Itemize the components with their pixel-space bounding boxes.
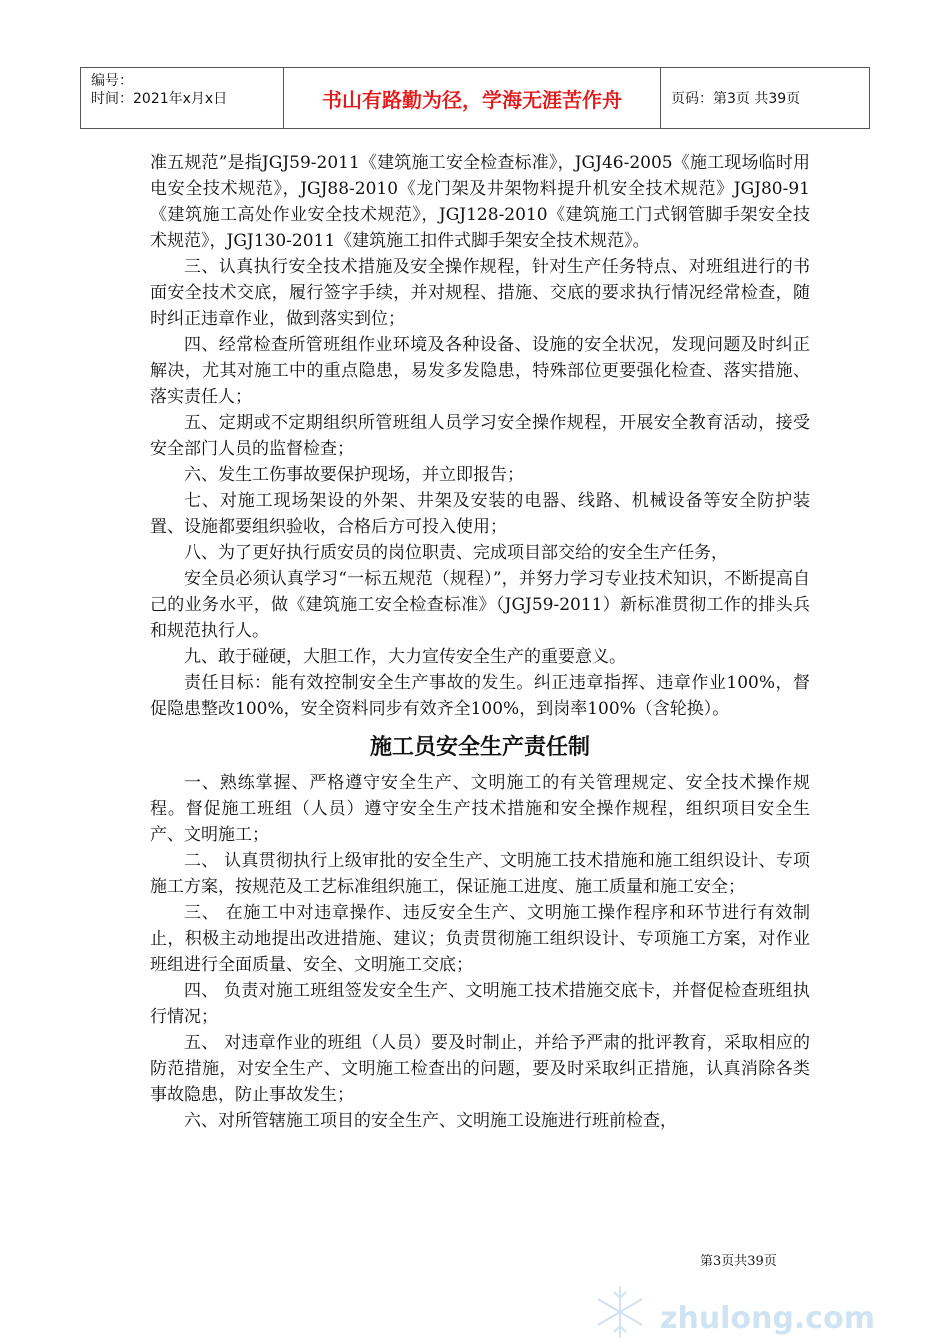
paragraph: 三、 在施工中对违章操作、违反安全生产、文明施工操作程序和环节进行有效制止，积极主动地提出改进措施、建议；负责贯彻施工组织设计、专项施工方案，对作业班组进行全面质量、安全、文明施工交底； [150,903,810,975]
section-title: 施工员安全生产责任制 [369,735,590,760]
number-label: 编号： [91,73,133,89]
paragraph: 一、熟练掌握、严格遵守安全生产、文明施工的有关管理规定、安全技术操作规程。督促施工班组（人员）遵守安全生产技术措施和安全操作规程，组织项目安全生产、文明施工； [150,773,810,845]
header-page-info: 页码：第3页 共39页 [671,91,801,107]
paragraph: 五、 对违章作业的班组（人员）要及时制止，并给予严肃的批评教育，采取相应的防范措施，对安全生产、文明施工检查出的问题，要及时采取纠正措施，认真消除各类事故隐患，防止事故发生； [150,1033,810,1105]
header-motto: 书山有路勤为径，学海无涯苦作舟 [284,68,661,128]
page-header [80,67,870,129]
watermark-logo [580,1280,875,1344]
document-body [150,150,810,1134]
paragraph: 六、发生工伤事故要保护现场，并立即报告； [184,465,524,485]
snowflake-icon [598,1286,642,1338]
paragraph: 五、定期或不定期组织所管班组人员学习安全操作规程，开展安全教育活动，接受安全部门人员的监督检查； [150,413,810,459]
header-meta [81,68,284,128]
paragraph: 八、为了更好执行质安员的岗位职责、完成项目部交给的安全生产任务， [184,543,728,563]
page-footer: 第3页共39页 [700,1254,777,1269]
paragraph: 四、 负责对施工班组签发安全生产、文明施工技术措施交底卡，并督促检查班组执行情况； [150,981,810,1027]
paragraph: 七、对施工现场架设的外架、井架及安装的电器、线路、机械设备等安全防护装置、设施都要组织验收，合格后方可投入使用； [150,491,810,537]
time-label: 时间：2021年x月x日 [91,91,228,107]
paragraph: 责任目标：能有效控制安全生产事故的发生。纠正违章指挥、违章作业100%，督促隐患整改100%，安全资料同步有效齐全100%，到岗率100%（含轮换）。 [150,673,810,719]
paragraph: 准五规范”是指JGJ59-2011《建筑施工安全检查标准》，JGJ46-2005《施工现场临时用电安全技术规范》，JGJ88-2010《龙门架及井架物料提升机安全技术规范》JGJ80-91《建筑施工高处作业安全技术规范》，JGJ128-2010《建筑施工门式钢管脚手架安全技术规范》，JGJ130-2011《建筑施工扣件式脚手架安全技术规范》。 [150,153,810,251]
paragraph: 四、经常检查所管班组作业环境及各种设备、设施的安全状况，发现问题及时纠正解决，尤其对施工中的重点隐患，易发多发隐患，特殊部位更要强化检查、落实措施、落实责任人； [150,335,810,407]
paragraph: 六、对所管辖施工项目的安全生产、文明施工设施进行班前检查， [184,1111,677,1131]
paragraph: 三、认真执行安全技术措施及安全操作规程，针对生产任务特点、对班组进行的书面安全技术交底，履行签字手续，并对规程、措施、交底的要求执行情况经常检查，随时纠正违章作业，做到落实到位； [150,257,810,329]
paragraph: 安全员必须认真学习“一标五规范（规程）”，并努力学习专业技术知识，不断提高自己的业务水平，做《建筑施工安全检查标准》（JGJ59-2011）新标准贯彻工作的排头兵和规范执行人。 [150,569,810,641]
watermark-text: zhulong.com [660,1301,875,1336]
paragraph: 九、敢于碰硬，大胆工作，大力宣传安全生产的重要意义。 [184,647,626,667]
paragraph: 二、 认真贯彻执行上级审批的安全生产、文明施工技术措施和施工组织设计、专项施工方案，按规范及工艺标准组织施工，保证施工进度、施工质量和施工安全； [150,851,810,897]
